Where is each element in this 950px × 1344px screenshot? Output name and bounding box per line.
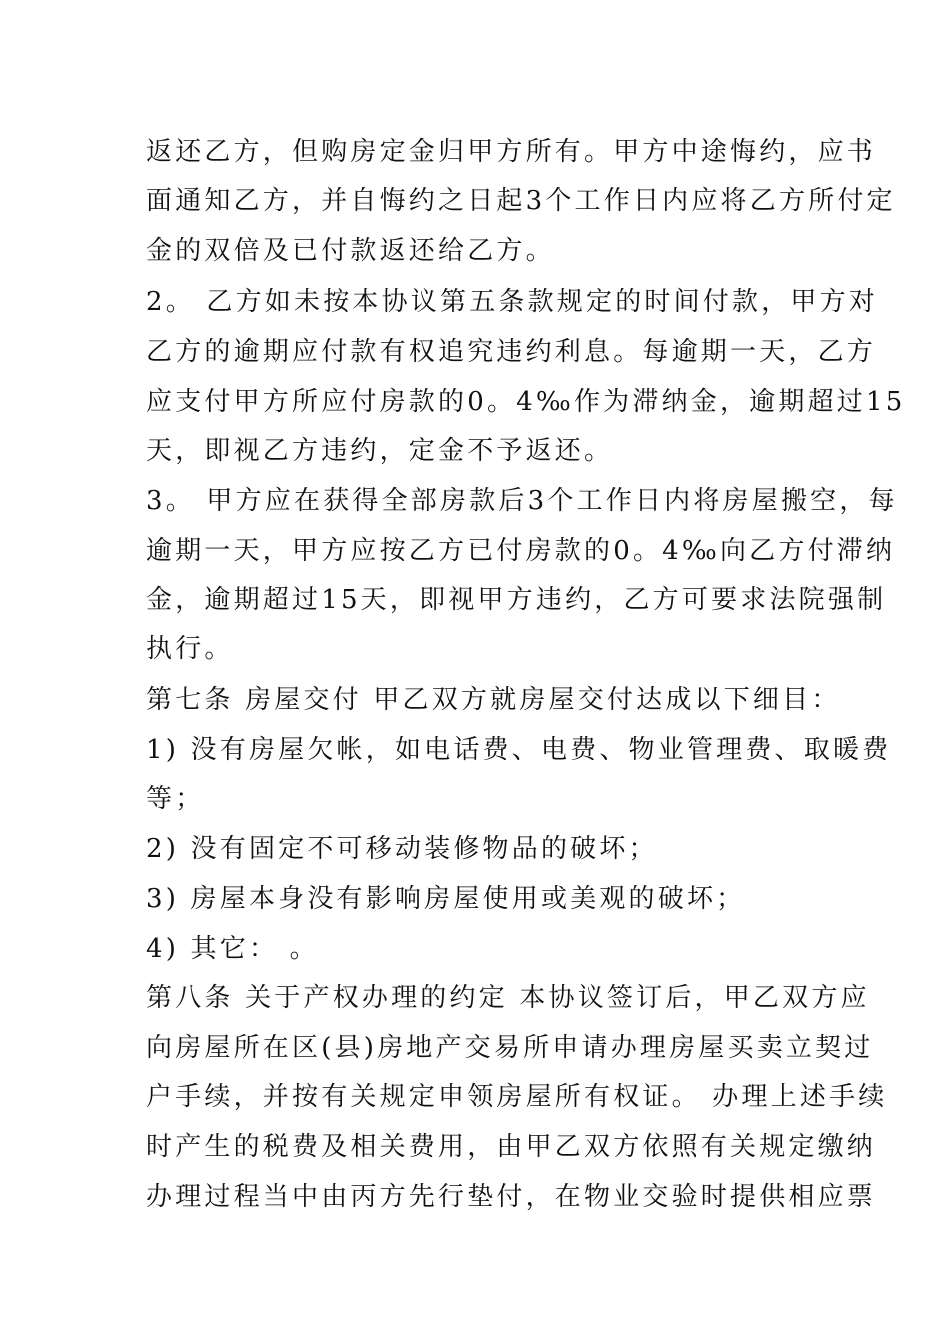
text-line: 乙方的逾期应付款有权追究违约利息。每逾期一天，乙方 (146, 337, 877, 367)
text-line: 3。 甲方应在获得全部房款后3个工作日内将房屋搬空，每 (146, 486, 898, 516)
text-line: 2) 没有固定不可移动装修物品的破坏； (146, 834, 658, 864)
text-line: 1) 没有房屋欠帐，如电话费、电费、物业管理费、取暖费 (146, 735, 892, 765)
text-line: 2。 乙方如未按本协议第五条款规定的时间付款，甲方对 (146, 287, 879, 317)
text-line: 天，即视乙方违约，定金不予返还。 (146, 436, 614, 466)
text-line: 办理过程当中由丙方先行垫付，在物业交验时提供相应票 (146, 1182, 877, 1212)
text-line: 执行。 (146, 634, 234, 664)
text-line: 3) 房屋本身没有影响房屋使用或美观的破坏； (146, 884, 746, 914)
text-line: 时产生的税费及相关费用，由甲乙双方依照有关规定缴纳 (146, 1132, 877, 1162)
text-line: 返还乙方，但购房定金归甲方所有。甲方中途悔约，应书 (146, 137, 877, 167)
text-line: 第七条 房屋交付 甲乙双方就房屋交付达成以下细目： (146, 685, 841, 715)
text-line: 4) 其它： 。 (146, 934, 319, 964)
text-line: 应支付甲方所应付房款的0。4‰作为滞纳金，逾期超过15 (146, 387, 906, 417)
text-line: 等； (146, 784, 205, 814)
text-line: 金的双倍及已付款返还给乙方。 (146, 236, 555, 266)
text-line: 向房屋所在区(县)房地产交易所申请办理房屋买卖立契过 (146, 1033, 874, 1063)
text-line: 第八条 关于产权办理的约定 本协议签订后，甲乙双方应 (146, 983, 870, 1013)
text-line: 面通知乙方，并自悔约之日起3个工作日内应将乙方所付定 (146, 186, 896, 216)
text-line: 金，逾期超过15天，即视甲方违约，乙方可要求法院强制 (146, 585, 887, 615)
text-line: 逾期一天，甲方应按乙方已付房款的0。4‰向乙方付滞纳 (146, 536, 896, 566)
text-line: 户手续，并按有关规定申领房屋所有权证。 办理上述手续 (146, 1082, 888, 1112)
